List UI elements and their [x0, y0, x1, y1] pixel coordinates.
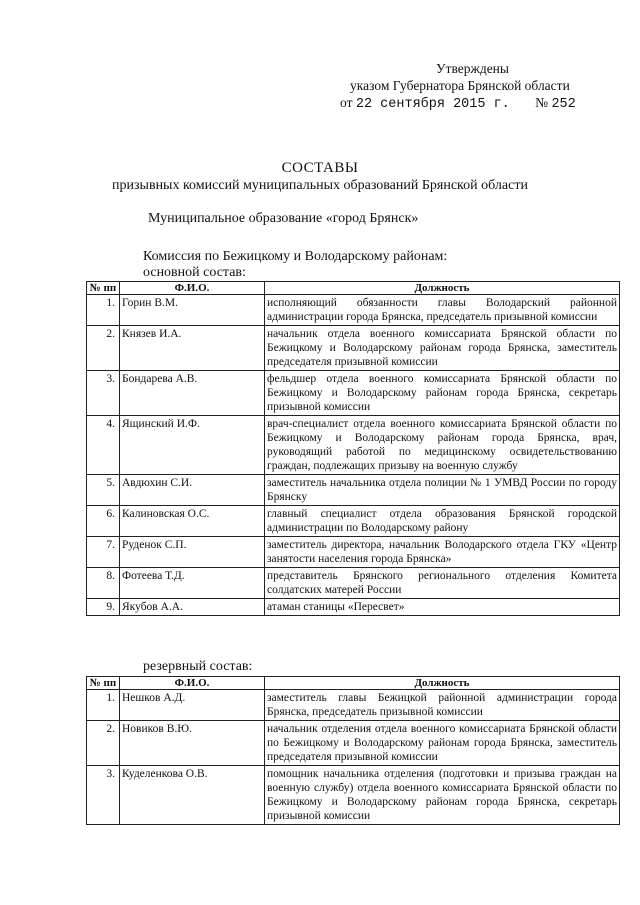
- row-name: Калиновская О.С.: [120, 506, 265, 537]
- municipality-heading: Муниципальное образование «город Брянск»: [148, 211, 419, 226]
- row-position: врач-специалист отдела военного комиссариата Брянской области по Бежицкому и Володарскому районам города Брянска, врач, руководящий работой по медицинскому освидетельствованию граждан, подлежащих призыву на военную службу: [265, 416, 620, 475]
- row-position: главный специалист отдела образования Брянской городской администрации по Володарскому району: [265, 506, 620, 537]
- date-prefix: от: [340, 95, 353, 110]
- header-position: Должность: [265, 282, 620, 295]
- table-row: [87, 766, 620, 825]
- row-name: Руденок С.П.: [120, 537, 265, 568]
- table-header-row: [87, 677, 620, 690]
- row-num: 2.: [87, 721, 120, 766]
- row-name: Фотеева Т.Д.: [120, 568, 265, 599]
- approval-block: [340, 60, 620, 113]
- header-position: Должность: [265, 677, 620, 690]
- table-row: [87, 568, 620, 599]
- row-name: Куделенкова О.В.: [120, 766, 265, 825]
- document-title: СОСТАВЫ: [281, 160, 359, 176]
- row-num: 9.: [87, 599, 120, 616]
- row-position: фельдшер отдела военного комиссариата Брянской области по Бежицкому и Володарскому районам города Брянска, секретарь призывной комиссии: [265, 371, 620, 416]
- row-name: Бондарева А.В.: [120, 371, 265, 416]
- table-row: [87, 475, 620, 506]
- row-name: Якубов А.А.: [120, 599, 265, 616]
- row-num: 8.: [87, 568, 120, 599]
- row-num: 4.: [87, 416, 120, 475]
- row-name: Князев И.А.: [120, 326, 265, 371]
- approval-number: 252: [551, 97, 576, 112]
- row-num: 1.: [87, 295, 120, 326]
- approval-date: 22 сентября 2015 г.: [355, 97, 510, 112]
- table-row: [87, 295, 620, 326]
- table-row: [87, 721, 620, 766]
- row-num: 1.: [87, 690, 120, 721]
- approval-line1: Утверждены: [436, 61, 509, 76]
- main-composition-label: основной состав:: [143, 265, 246, 280]
- row-name: Горин В.М.: [120, 295, 265, 326]
- row-position: помощник начальника отделения (подготовки и призыва граждан на военную службу) отдела военного комиссариата Брянской области по Бежицкому и Володарскому районам города Брянска, секретарь призывной комиссии: [265, 766, 620, 825]
- row-num: 2.: [87, 326, 120, 371]
- approval-date-line: [340, 94, 620, 113]
- header-name: Ф.И.О.: [120, 282, 265, 295]
- table-row: [87, 326, 620, 371]
- row-num: 5.: [87, 475, 120, 506]
- row-position: заместитель директора, начальник Володарского отдела ГКУ «Центр занятости населения города Брянска»: [265, 537, 620, 568]
- row-name: Авдюхин С.И.: [120, 475, 265, 506]
- row-position: заместитель начальника отдела полиции № 1 УМВД России по городу Брянску: [265, 475, 620, 506]
- row-position: начальник отделения отдела военного комиссариата Брянской области по Бежицкому и Володарскому районам города Брянска, заместитель председателя призывной комиссии: [265, 721, 620, 766]
- table-row: [87, 599, 620, 616]
- row-name: Ящинский И.Ф.: [120, 416, 265, 475]
- approval-line2: указом Губернатора Брянской области: [350, 78, 570, 93]
- row-position: заместитель главы Бежицкой районной администрации города Брянска, председатель призывной комиссии: [265, 690, 620, 721]
- reserve-composition-table: [86, 676, 620, 825]
- row-num: 6.: [87, 506, 120, 537]
- commission-heading: Комиссия по Бежицкому и Володарскому районам:: [143, 249, 448, 264]
- row-num: 3.: [87, 371, 120, 416]
- table-row: [87, 416, 620, 475]
- row-position: представитель Брянского регионального отделения Комитета солдатских матерей России: [265, 568, 620, 599]
- row-num: 7.: [87, 537, 120, 568]
- row-position: начальник отдела военного комиссариата Брянской области по Бежицкому и Володарскому районам города Брянска, заместитель председателя призывной комиссии: [265, 326, 620, 371]
- header-num: № пп: [87, 677, 120, 690]
- row-num: 3.: [87, 766, 120, 825]
- row-position: атаман станицы «Пересвет»: [265, 599, 620, 616]
- reserve-composition-label: резервный состав:: [143, 659, 253, 674]
- table-row: [87, 537, 620, 568]
- header-num: № пп: [87, 282, 120, 295]
- table-row: [87, 371, 620, 416]
- main-composition-table: [86, 281, 620, 616]
- number-label: №: [535, 95, 549, 110]
- row-name: Нешков А.Д.: [120, 690, 265, 721]
- row-position: исполняющий обязанности главы Володарский районной администрации города Брянска, председатель призывной комиссии: [265, 295, 620, 326]
- header-name: Ф.И.О.: [120, 677, 265, 690]
- row-name: Новиков В.Ю.: [120, 721, 265, 766]
- document-subtitle: призывных комиссий муниципальных образований Брянской области: [112, 178, 528, 193]
- table-row: [87, 690, 620, 721]
- table-header-row: [87, 282, 620, 295]
- table-row: [87, 506, 620, 537]
